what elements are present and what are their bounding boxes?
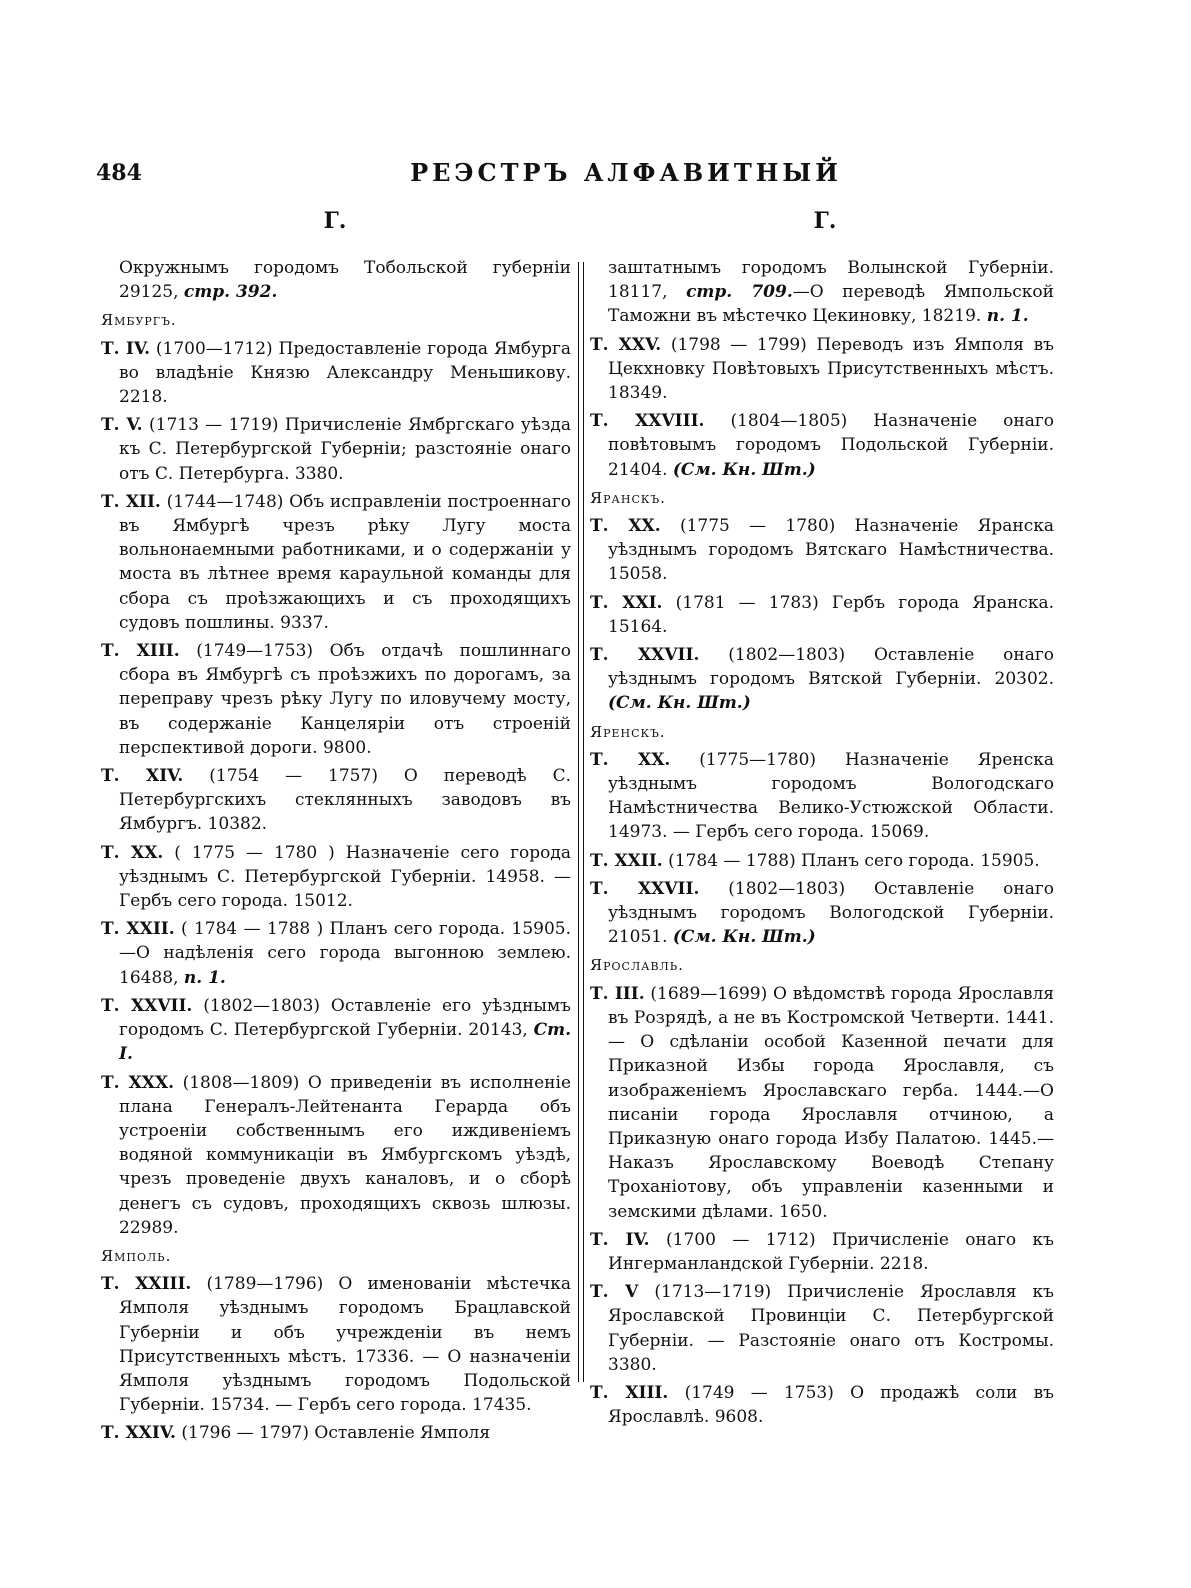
- index-entry: [590, 1381, 1054, 1429]
- entry-text: ( 1775 — 1780 ) Назначеніе сего города уѣзднымъ С. Петербургской Губерніи. 14958. —Гербъ сего города. 15012.: [119, 842, 572, 912]
- entry-ref: (См. Кн. Шт.): [672, 927, 816, 948]
- entry-text: (1781 — 1783) Гербъ города Яранска. 15164.: [608, 592, 1054, 637]
- index-entry: [590, 409, 1054, 482]
- entry-text: (1713—1719) Причисленіе Ярославля къ Ярославской Провинціи С. Петербургской Губерніи. — Разстояніе онаго отъ Костромы. 3380.: [608, 1282, 1054, 1375]
- volume-ref: Т. XXV.: [590, 334, 662, 355]
- heading-yampol: Ямполь.: [101, 1246, 172, 1265]
- index-entry: [590, 877, 1054, 950]
- entry-text: (1802—1803) Оставленіе онаго уѣзднымъ городомъ Вологодской Губерніи. 21051.: [608, 878, 1054, 948]
- page-title: РЕЭСТРЪ АЛФАВИТНЫЙ: [410, 158, 842, 187]
- entry-text: (1802—1803) Оставленіе его уѣзднымъ городомъ С. Петербургской Губерніи. 20143,: [119, 995, 571, 1041]
- entry-ref: Ст. I.: [119, 1020, 572, 1065]
- volume-ref: Т. XXVIII.: [590, 411, 705, 432]
- volume-ref: Т. XXX.: [101, 1072, 175, 1093]
- right-column: [590, 256, 1054, 1433]
- volume-ref: Т. V.: [101, 415, 143, 436]
- volume-ref: Т. XII.: [101, 491, 161, 512]
- page-number: 484: [96, 160, 142, 186]
- volume-ref: Т. XXIII.: [101, 1274, 192, 1295]
- volume-ref: Т. XX.: [590, 516, 661, 537]
- index-entry: [590, 1228, 1054, 1276]
- heading-yaroslavl: Ярославль.: [590, 956, 684, 975]
- index-entry: [590, 982, 1054, 1224]
- entry-text: (1775—1780) Назначеніе Яренска уѣзднымъ городомъ Вологодскаго Намѣстничества Велико-Устюжской Области. 14973. — Гербъ сего города. 15069.: [608, 749, 1054, 843]
- index-entry: [101, 764, 571, 837]
- volume-ref: Т. XXVII.: [101, 995, 193, 1016]
- index-entry: [101, 917, 571, 990]
- continued-entry: [590, 256, 1054, 329]
- volume-ref: Т. IV.: [590, 1229, 650, 1250]
- entry-text: (1796 — 1797) Оставленіе Ямполя: [181, 1423, 491, 1444]
- index-entry: [101, 413, 571, 486]
- continued-entry: [101, 256, 571, 304]
- index-entry: [590, 591, 1054, 639]
- volume-ref: Т. XXVII.: [590, 645, 700, 666]
- index-entry: [101, 994, 571, 1067]
- entry-text: Окружнымъ городомъ Тобольской губерніи 29125,: [119, 258, 571, 303]
- volume-ref: Т. XXII.: [590, 850, 663, 871]
- volume-ref: Т. IV.: [101, 338, 151, 359]
- index-entry: [590, 748, 1054, 845]
- entry-text: —О переводѣ Ямпольской Таможни въ мѣстечко Цекиновку, 18219.: [608, 282, 1054, 327]
- page-header: [96, 158, 1096, 198]
- heading-yamburg: Ямбургъ.: [101, 311, 177, 330]
- index-entry: [590, 1280, 1054, 1377]
- entry-text: (1784 — 1788) Планъ сего города. 15905.: [668, 850, 1040, 871]
- volume-ref: Т. V: [590, 1282, 639, 1303]
- index-entry: [590, 514, 1054, 587]
- entry-text: (1700—1712) Предоставленіе города Ямбурга во владѣніе Князю Александру Меньшикову. 2218.: [119, 338, 572, 408]
- volume-ref: Т. XX.: [101, 842, 164, 863]
- volume-ref: Т. XIII.: [101, 641, 180, 662]
- entry-text: ( 1784 — 1788 ) Планъ сего города. 15905.—О надѣленія сего города выгонною землею. 16488,: [119, 919, 571, 988]
- entry-text: (1754 — 1757) О переводѣ С. Петербургскихъ стеклянныхъ заводовъ въ Ямбургъ. 10382.: [119, 766, 571, 835]
- index-entry: [590, 849, 1054, 873]
- entry-text: (1713 — 1719) Причисленіе Ямбргскаго уѣзда къ С. Петербургской Губерніи; разстояніе онаго отъ С. Петербурга. 3380.: [119, 415, 572, 484]
- index-entry: [101, 841, 571, 914]
- entry-text: (1700 — 1712) Причисленіе онаго къ Ингерманландской Губерніи. 2218.: [608, 1229, 1054, 1274]
- entry-text: (1804—1805) Назначеніе онаго повѣтовымъ городомъ Подольской Губерніи. 21404.: [608, 411, 1054, 480]
- volume-ref: Т. XX.: [590, 749, 671, 770]
- left-column-letter: Г.: [323, 208, 347, 234]
- index-entry: [101, 639, 571, 760]
- entry-text: (1775 — 1780) Назначеніе Яранска уѣзднымъ городомъ Вятскаго Намѣстничества. 15058.: [608, 516, 1054, 585]
- entry-text: (1789—1796) О именованіи мѣстечка Ямполя уѣзднымъ городомъ Брацлавской Губерніи и объ учрежденіи въ немъ Присутственныхъ мѣстъ. 17336. — О назначеніи Ямполя уѣзднымъ городомъ Подольской Губерніи. 15734. — Гербъ сего города. 17435.: [119, 1274, 571, 1416]
- entry-text: заштатнымъ городомъ Волынской Губерніи. 18117,: [608, 258, 1054, 303]
- entry-ref: п. 1.: [986, 306, 1029, 327]
- heading-yaransk: Яранскъ.: [590, 488, 666, 507]
- volume-ref: Т. XXIV.: [101, 1423, 176, 1444]
- entry-text: (1744—1748) Объ исправленіи построеннаго въ Ямбургѣ чрезъ рѣку Лугу моста вольнонаемными работниками, и о содержаніи у моста въ лѣтнее время караульной команды для сбора съ проѣзжающихъ и съ проходящихъ судовъ пошлины. 9337.: [119, 491, 572, 633]
- index-entry: [101, 1071, 571, 1240]
- entry-text: (1802—1803) Оставленіе онаго уѣзднымъ городомъ Вятской Губерніи. 20302.: [608, 645, 1054, 690]
- entry-ref: (См. Кн. Шт.): [608, 693, 751, 714]
- right-column-letter: Г.: [813, 208, 837, 234]
- index-entry: [101, 337, 571, 410]
- volume-ref: Т. XXI.: [590, 592, 663, 613]
- index-entry: [101, 1421, 571, 1445]
- heading-yarensk: Яренскъ.: [590, 722, 666, 741]
- entry-text: (1689—1699) О вѣдомствѣ города Ярославля въ Розрядѣ, а не въ Костромской Четверти. 1441. — О сдѣланіи особой Казенной печати для Приказной Избы города Ярославля, съ изображеніемъ Ярославскаго герба. 1444.—О писаніи города Ярославля отчиною, а Приказную онаго города Избу Палатою. 1445.—Наказъ Ярославскому Воеводѣ Степану Троханіотову, объ управленіи казенными и земскими дѣлами. 1650.: [608, 983, 1054, 1222]
- entry-text: (1808—1809) О приведеніи въ исполненіе плана Генералъ-Лейтенанта Герарда объ устроеніи собственнымъ его иждивеніемъ водяной коммуникаціи въ Ямбургскомъ уѣздѣ, чрезъ проведеніе двухъ каналовъ, и о сборѣ денегъ съ судовъ, проходящихъ сквозь шлюзы. 22989.: [119, 1072, 572, 1238]
- entry-ref: стр. 392.: [183, 282, 278, 303]
- volume-ref: Т. XIII.: [590, 1382, 669, 1403]
- volume-ref: Т. XXII.: [101, 919, 175, 940]
- entry-text: (1798 — 1799) Переводъ изъ Ямполя въ Цекхновку Повѣтовыхъ Присутственныхъ мѣстъ. 18349.: [608, 334, 1054, 404]
- volume-ref: Т. III.: [590, 983, 645, 1004]
- index-entry: [101, 490, 571, 635]
- index-entry: [590, 643, 1054, 716]
- volume-ref: Т. XIV.: [101, 766, 184, 787]
- entry-text: (1749 — 1753) О продажѣ соли въ Ярославлѣ. 9608.: [608, 1382, 1055, 1428]
- volume-ref: Т. XXVII.: [590, 878, 700, 899]
- left-column: [101, 256, 571, 1450]
- index-entry: [590, 333, 1054, 406]
- index-entry: [101, 1272, 571, 1417]
- entry-ref: (См. Кн. Шт.): [672, 459, 816, 480]
- column-divider: [578, 262, 584, 1382]
- entry-ref: стр. 709.: [686, 282, 793, 303]
- entry-ref: п. 1.: [183, 967, 226, 988]
- entry-text: (1749—1753) Объ отдачѣ пошлиннаго сбора въ Ямбургѣ съ проѣзжихъ по дорогамъ, за переправу чрезъ рѣку Лугу по иловучему мосту, въ содержаніе Канцеляріи отъ строеній перспективой дороги. 9800.: [119, 641, 572, 758]
